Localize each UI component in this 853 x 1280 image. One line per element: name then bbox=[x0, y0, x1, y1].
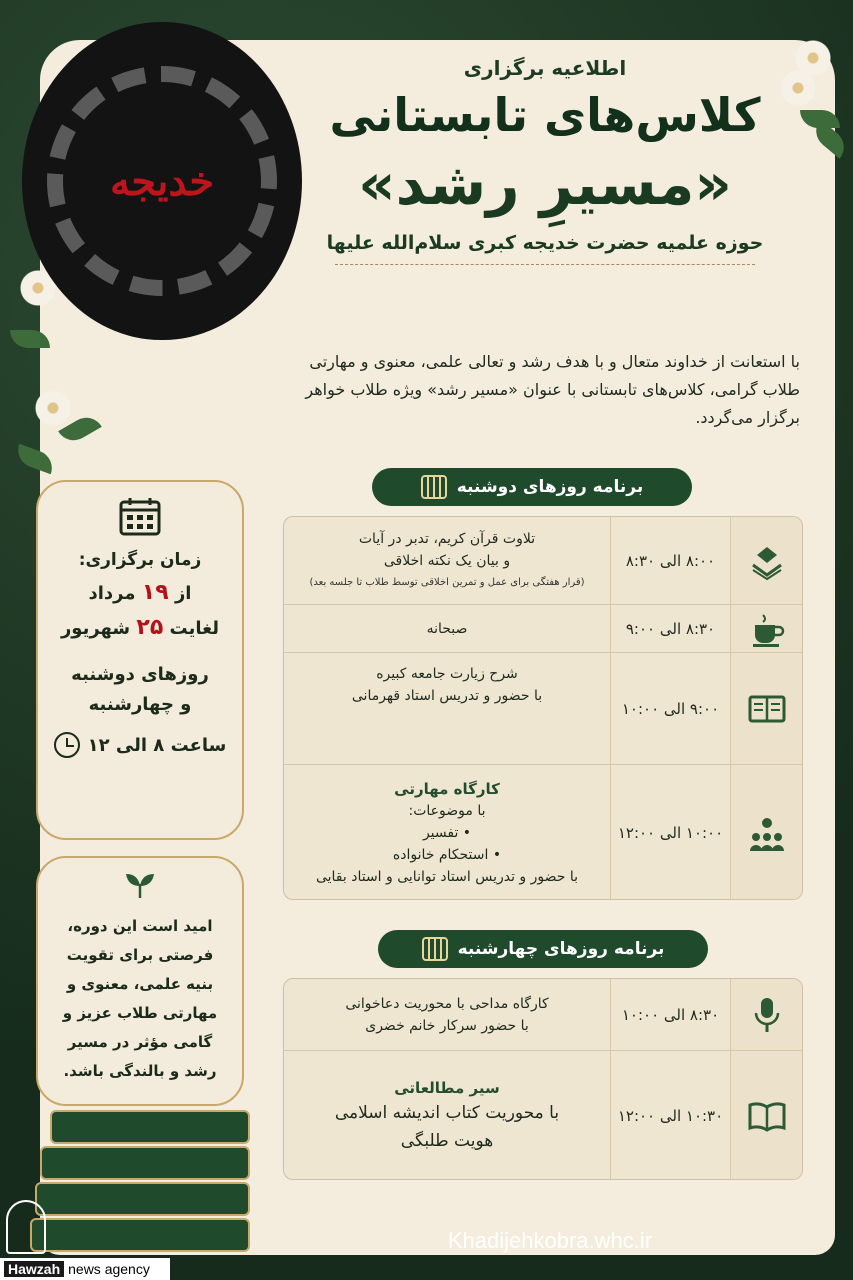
institution-name: حوزه علمیه حضرت خدیجه کبری سلام‌الله علیها bbox=[326, 232, 764, 254]
activity-cell bbox=[284, 1051, 610, 1180]
table-row bbox=[284, 765, 802, 900]
topic-item: • تفسیر bbox=[422, 825, 472, 841]
activity-cell bbox=[284, 517, 610, 604]
book-icon bbox=[30, 1218, 250, 1252]
monday-heading bbox=[372, 468, 692, 506]
calendar-icon bbox=[119, 496, 161, 536]
activity-line: کارگاه مداحی با محوریت دعاخوانی bbox=[345, 995, 549, 1012]
days-text bbox=[38, 660, 242, 720]
sprout-icon bbox=[120, 870, 160, 900]
end-date bbox=[38, 615, 242, 640]
footer-badge bbox=[0, 1258, 170, 1280]
start-date bbox=[38, 580, 242, 605]
logo-emblem bbox=[22, 22, 302, 340]
time-cell: ۸:۰۰ الی ۸:۳۰ bbox=[610, 517, 730, 604]
activity-line: با حضور و تدریس استاد توانایی و استاد بقایی bbox=[315, 869, 579, 885]
schedule-card bbox=[36, 480, 244, 840]
table-row bbox=[284, 517, 802, 605]
books-illustration bbox=[30, 1110, 260, 1260]
divider bbox=[335, 264, 755, 265]
monday-heading-label: برنامه روزهای دوشنبه bbox=[456, 477, 644, 497]
start-month: مرداد bbox=[88, 583, 136, 604]
intro-text: با استعانت از خداوند متعال و با هدف رشد و تعالی علمی، معنوی و مهارتی طلاب گرامی، کلاس‌های تابستانی با عنوان «مسیر رشد» ویژه طلاب خواهر برگزار می‌گردد. bbox=[305, 352, 800, 427]
activity-title: سیر مطالعاتی bbox=[394, 1079, 500, 1097]
start-day: ۱۹ bbox=[141, 580, 169, 605]
end-day: ۲۵ bbox=[136, 615, 164, 640]
microphone-icon bbox=[730, 979, 802, 1050]
activity-line: و بیان یک نکته اخلاقی bbox=[383, 552, 511, 569]
activity-title: کارگاه مهارتی bbox=[394, 780, 500, 798]
emblem-calligraphy: خدیجه bbox=[109, 157, 215, 205]
time-cell: ۱۰:۰۰ الی ۱۲:۰۰ bbox=[610, 765, 730, 900]
announce-label: اطلاعیه برگزاری bbox=[463, 56, 627, 80]
activity-cell bbox=[284, 979, 610, 1050]
program-name: «مسیرِ رشد» bbox=[358, 150, 732, 218]
book-icon bbox=[40, 1146, 250, 1180]
flower-icon bbox=[35, 390, 71, 426]
start-prefix: از bbox=[174, 583, 192, 604]
hours-text: ساعت ۸ الی ۱۲ bbox=[87, 734, 227, 756]
end-month: شهریور bbox=[60, 618, 131, 639]
days-line: و چهارشنبه bbox=[88, 694, 192, 715]
activity-line: تلاوت قرآن کریم، تدبر در آیات bbox=[358, 530, 536, 547]
website-url[interactable]: Khadijehkobra.whc.ir bbox=[447, 1228, 653, 1253]
activity-line: هویت طلبگی bbox=[400, 1131, 494, 1151]
emblem-ring bbox=[47, 66, 277, 296]
activity-line: با حضور و تدریس استاد قهرمانی bbox=[351, 688, 543, 704]
activity-cell bbox=[284, 653, 610, 764]
quran-icon bbox=[730, 517, 802, 604]
hours-line bbox=[38, 732, 242, 758]
table-row bbox=[284, 979, 802, 1051]
group-icon bbox=[730, 765, 802, 900]
days-line: روزهای دوشنبه bbox=[71, 664, 209, 685]
monday-table bbox=[283, 516, 803, 900]
page-title: کلاس‌های تابستانی bbox=[329, 88, 761, 142]
book-icon bbox=[50, 1110, 250, 1144]
time-cell: ۸:۳۰ الی ۱۰:۰۰ bbox=[610, 979, 730, 1050]
calendar-icon bbox=[421, 475, 447, 499]
footer-brand: Hawzah bbox=[4, 1261, 64, 1277]
activity-note: (قرار هفتگی برای عمل و تمرین اخلاقی توسط طلاب تا جلسه بعد) bbox=[309, 576, 585, 588]
cup-icon bbox=[730, 605, 802, 652]
hawzah-logo-icon bbox=[6, 1200, 46, 1254]
time-cell: ۱۰:۳۰ الی ۱۲:۰۰ bbox=[610, 1051, 730, 1180]
footer-agency: news agency bbox=[68, 1261, 150, 1277]
activity-line: با محوریت کتاب اندیشه اسلامی bbox=[334, 1103, 560, 1123]
end-prefix: لغایت bbox=[169, 618, 220, 639]
hope-text: امید است این دوره، فرصتی برای تقویت بنیه علمی، معنوی و مهارتی طلاب عزیز و گامی مؤثر در مسیر رشد و بالندگی باشد. bbox=[62, 917, 218, 1080]
wednesday-heading-label: برنامه روزهای چهارشنبه bbox=[457, 939, 665, 959]
book-icon bbox=[35, 1182, 250, 1216]
time-cell: ۹:۰۰ الی ۱۰:۰۰ bbox=[610, 653, 730, 764]
hope-card bbox=[36, 856, 244, 1106]
topic-item: • استحکام خانواده bbox=[392, 847, 502, 863]
header bbox=[290, 50, 800, 265]
wednesday-heading bbox=[378, 930, 708, 968]
activity-cell bbox=[284, 765, 610, 900]
topics-label: با موضوعات: bbox=[408, 803, 486, 819]
time-cell: ۸:۳۰ الی ۹:۰۰ bbox=[610, 605, 730, 652]
activity-cell bbox=[284, 605, 610, 652]
book-icon bbox=[730, 653, 802, 764]
clock-icon bbox=[54, 732, 80, 758]
activity-line: با حضور سرکار خانم خضری bbox=[365, 1017, 529, 1034]
table-row bbox=[284, 1051, 802, 1180]
open-book-icon bbox=[730, 1051, 802, 1180]
schedule-label: زمان برگزاری: bbox=[78, 550, 202, 570]
table-row bbox=[284, 605, 802, 653]
calendar-icon bbox=[422, 937, 448, 961]
wednesday-table bbox=[283, 978, 803, 1180]
activity-line: شرح زیارت جامعه کبیره bbox=[376, 666, 518, 682]
table-row bbox=[284, 653, 802, 765]
activity-line: صبحانه bbox=[426, 620, 468, 637]
